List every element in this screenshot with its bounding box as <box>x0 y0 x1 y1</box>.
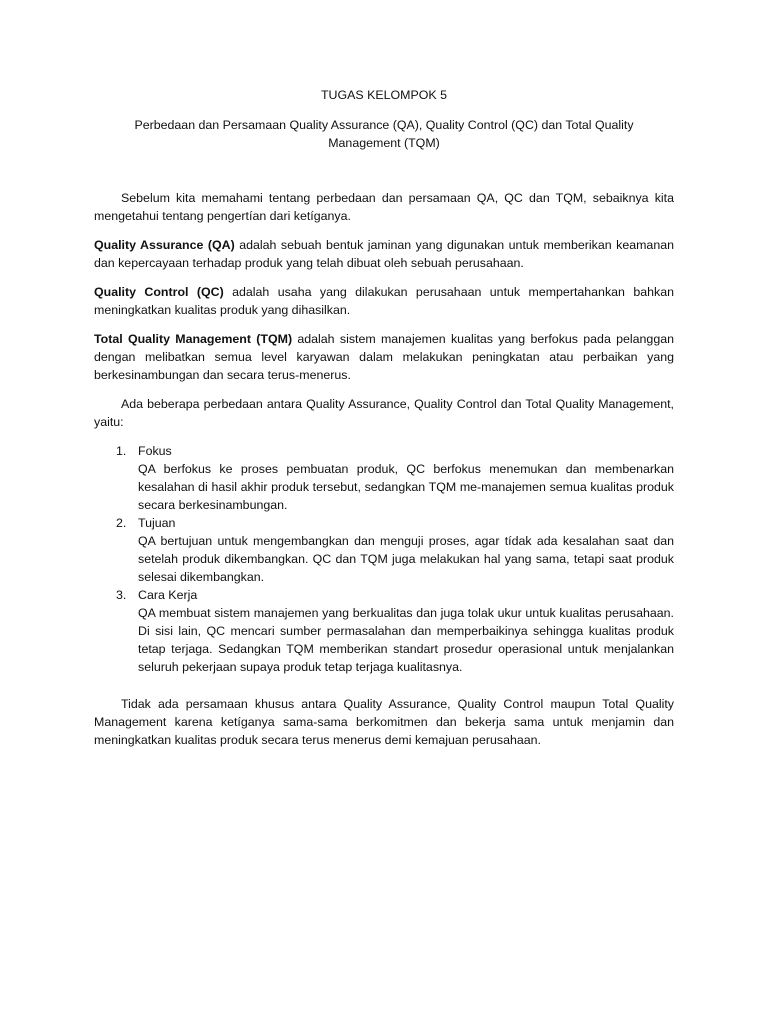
definition-text: adalah sebuah bentuk jaminan yang digunakan untuk memberikan keamanan dan kepercayaan terhadap produk yang telah dibuat oleh sebuah perusahaan. <box>94 238 674 270</box>
list-item-heading: Tujuan <box>138 516 176 530</box>
list-item-number: 3. <box>116 588 127 602</box>
list-item-heading: Fokus <box>138 444 172 458</box>
definition-term: Total Quality Management (TQM) <box>94 332 293 346</box>
differences-intro: Ada beberapa perbedaan antara Quality Assurance, Quality Control dan Total Quality Management, yaitu: <box>94 397 674 429</box>
definition-term: Quality Assurance (QA) <box>94 238 235 252</box>
list-item <box>94 514 674 586</box>
document-page <box>94 86 674 760</box>
document-title: TUGAS KELOMPOK 5 <box>320 88 447 102</box>
document-subtitle <box>94 116 674 152</box>
definition-term: Quality Control (QC) <box>94 285 224 299</box>
list-item-number: 1. <box>116 444 127 458</box>
definition-qa <box>94 236 674 272</box>
list-item-body: QA berfokus ke proses pembuatan produk, QC berfokus menemukan dan membenarkan kesalahan di hasil akhir produk tersebut, sedangkan TQM me-manajemen semua kualitas produk secara berkesinambungan. <box>138 462 674 512</box>
differences-list <box>94 442 674 676</box>
definition-text: adalah sistem manajemen kualitas yang berfokus pada pelanggan dengan melibatkan semua level karyawan dalam melakukan peningkatan atau perbaikan yang berkesinambungan dan secara terus-menerus. <box>94 332 675 382</box>
list-item-body: QA bertujuan untuk mengembangkan dan menguji proses, agar tídak ada kesalahan saat dan setelah produk dikembangkan. QC dan TQM juga melakukan hal yang sama, tetapi saat produk selesai dikembangkan. <box>138 534 674 584</box>
list-item <box>94 586 674 676</box>
conclusion-paragraph: Tidak ada persamaan khusus antara Quality Assurance, Quality Control maupun Total Quality Management karena ketíganya sama-sama berkomitmen dan bekerja sama untuk menjamin dan meningkatkan kualitas produk secara terus menerus demi kemajuan perusahaan. <box>94 697 674 747</box>
list-item-heading: Cara Kerja <box>138 588 198 602</box>
subtitle-line-1: Perbedaan dan Persamaan Quality Assurance (QA), Quality Control (QC) dan Total Quality <box>134 118 634 132</box>
list-item <box>94 442 674 514</box>
intro-paragraph: Sebelum kita memahami tentang perbedaan dan persamaan QA, QC dan TQM, sebaiknya kita mengetahui tentang pengertían dari ketíganya. <box>94 191 674 223</box>
subtitle-line-2: Management (TQM) <box>328 136 440 150</box>
definition-tqm <box>94 330 674 384</box>
list-item-number: 2. <box>116 516 127 530</box>
list-item-body: QA membuat sistem manajemen yang berkualitas dan juga tolak ukur untuk kualitas perusahaan. Di sisi lain, QC mencari sumber permasalahan dan memperbaikinya sehingga kualitas produk tetap terjaga. Sedangkan TQM memberikan standart prosedur operasional untuk menjalankan seluruh pekerjaan supaya produk tetap terjaga kualitasnya. <box>138 606 674 674</box>
definition-qc <box>94 283 674 319</box>
definition-text: adalah usaha yang dilakukan perusahaan untuk mempertahankan bahkan meningkatkan kualitas produk yang dihasilkan. <box>94 285 674 317</box>
